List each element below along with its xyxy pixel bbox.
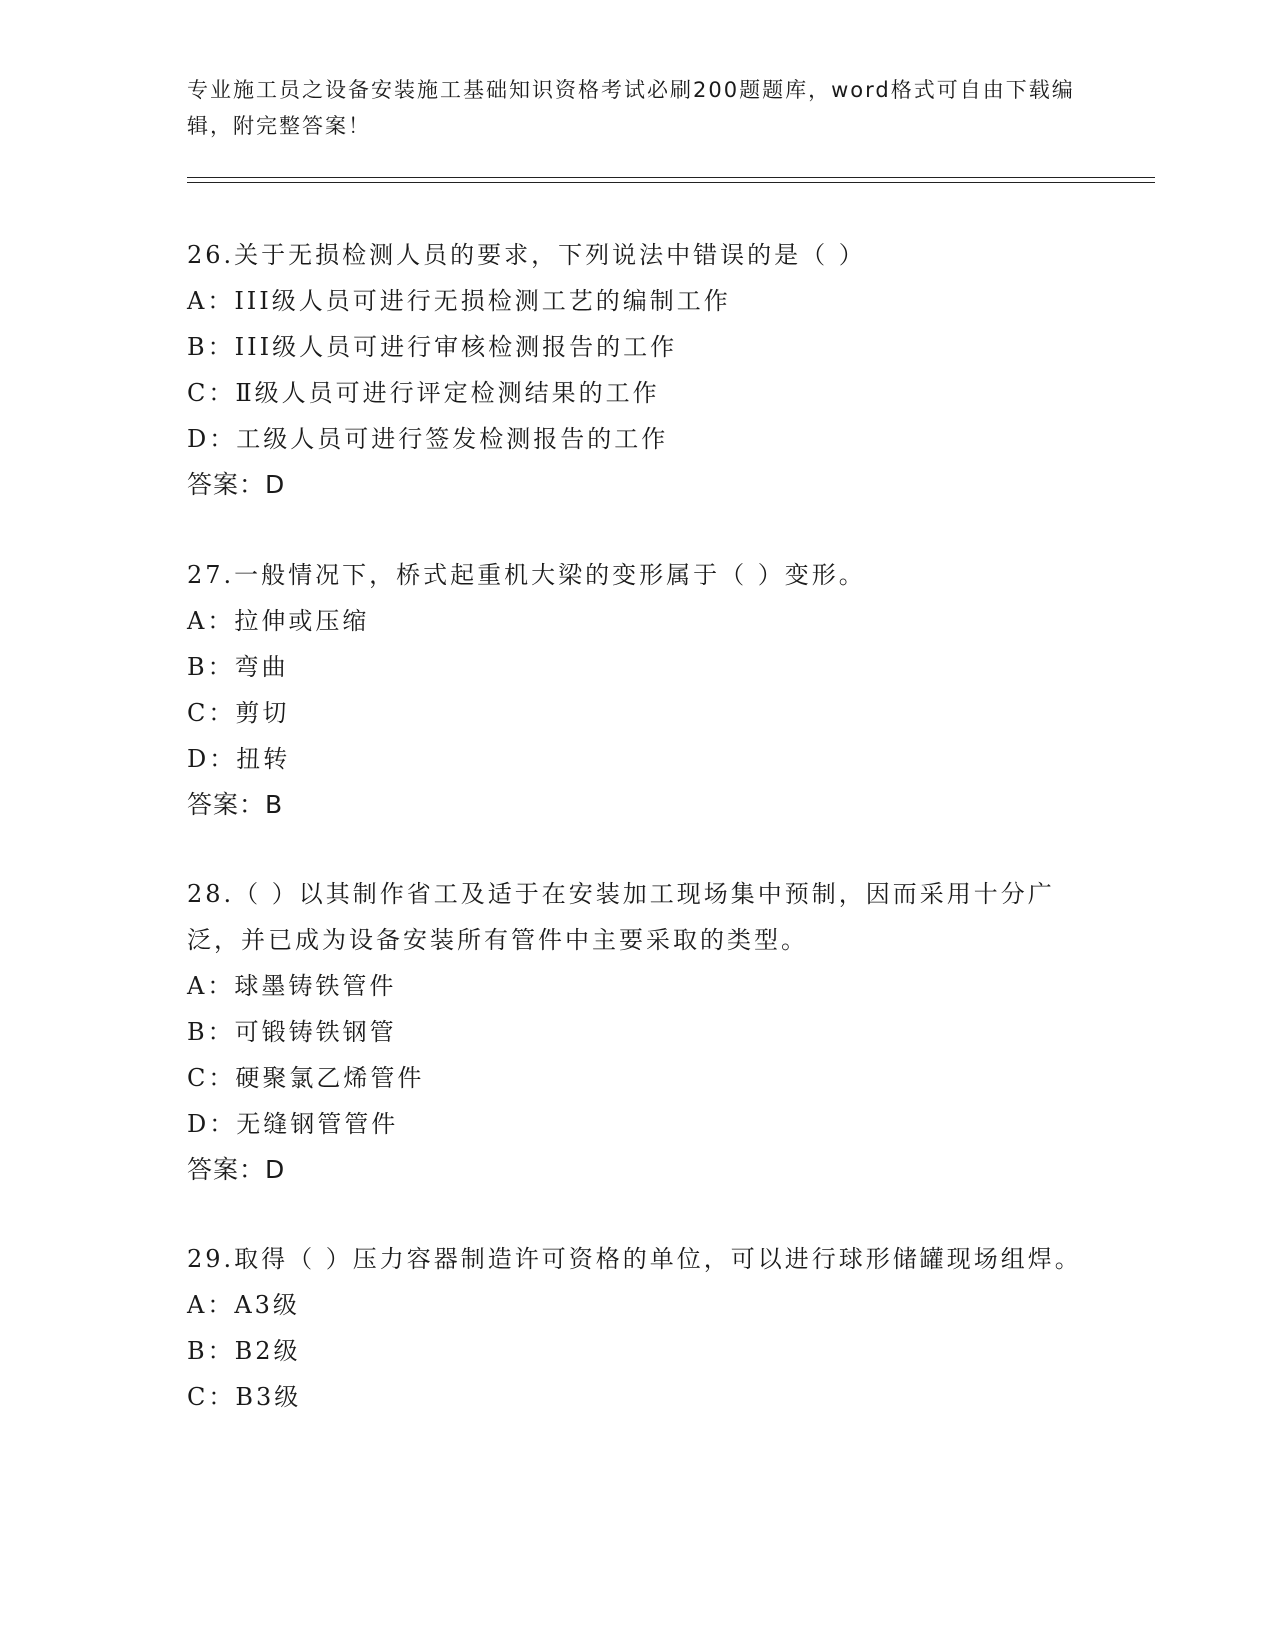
answer: 答案：D (187, 1155, 286, 1184)
question-stem: 28.（ ）以其制作省工及适于在安装加工现场集中预制，因而采用十分广泛，并已成为设备安装所有管件中主要采取的类型。 (187, 880, 1055, 954)
option-c: C：剪切 (187, 699, 290, 727)
option-d: D：无缝钢管管件 (187, 1110, 399, 1138)
document-header: 专业施工员之设备安装施工基础知识资格考试必刷200题题库，word格式可自由下载编辑，附完整答案！ (187, 78, 1075, 138)
option-c: C：Ⅱ级人员可进行评定检测结果的工作 (187, 379, 660, 407)
option-a: A：球墨铸铁管件 (187, 972, 397, 1000)
option-b: B：可锻铸铁钢管 (187, 1018, 397, 1046)
answer: 答案：D (187, 470, 286, 499)
option-b: B：B2级 (187, 1337, 301, 1365)
question-stem: 29.取得（ ）压力容器制造许可资格的单位，可以进行球形储罐现场组焊。 (187, 1245, 1082, 1273)
option-b: B：弯曲 (187, 653, 289, 681)
header-divider-bottom (187, 182, 1155, 183)
header-divider-top (187, 177, 1155, 178)
option-a: A：拉伸或压缩 (187, 607, 370, 635)
option-d: D：扭转 (187, 745, 291, 773)
option-d: D：工级人员可进行签发检测报告的工作 (187, 425, 669, 453)
option-c: C：硬聚氯乙烯管件 (187, 1064, 425, 1092)
question-stem: 26.关于无损检测人员的要求，下列说法中错误的是（ ） (187, 241, 866, 269)
question-27 (187, 552, 1087, 828)
option-c: C：B3级 (187, 1383, 302, 1411)
question-28 (187, 871, 1087, 1193)
question-26 (187, 232, 1087, 508)
question-stem: 27.一般情况下，桥式起重机大梁的变形属于（ ）变形。 (187, 561, 866, 589)
option-a: A：A3级 (187, 1291, 300, 1319)
question-29 (187, 1236, 1087, 1420)
answer: 答案：B (187, 790, 284, 819)
option-a: A：III级人员可进行无损检测工艺的编制工作 (187, 287, 731, 315)
option-b: B：III级人员可进行审核检测报告的工作 (187, 333, 678, 361)
